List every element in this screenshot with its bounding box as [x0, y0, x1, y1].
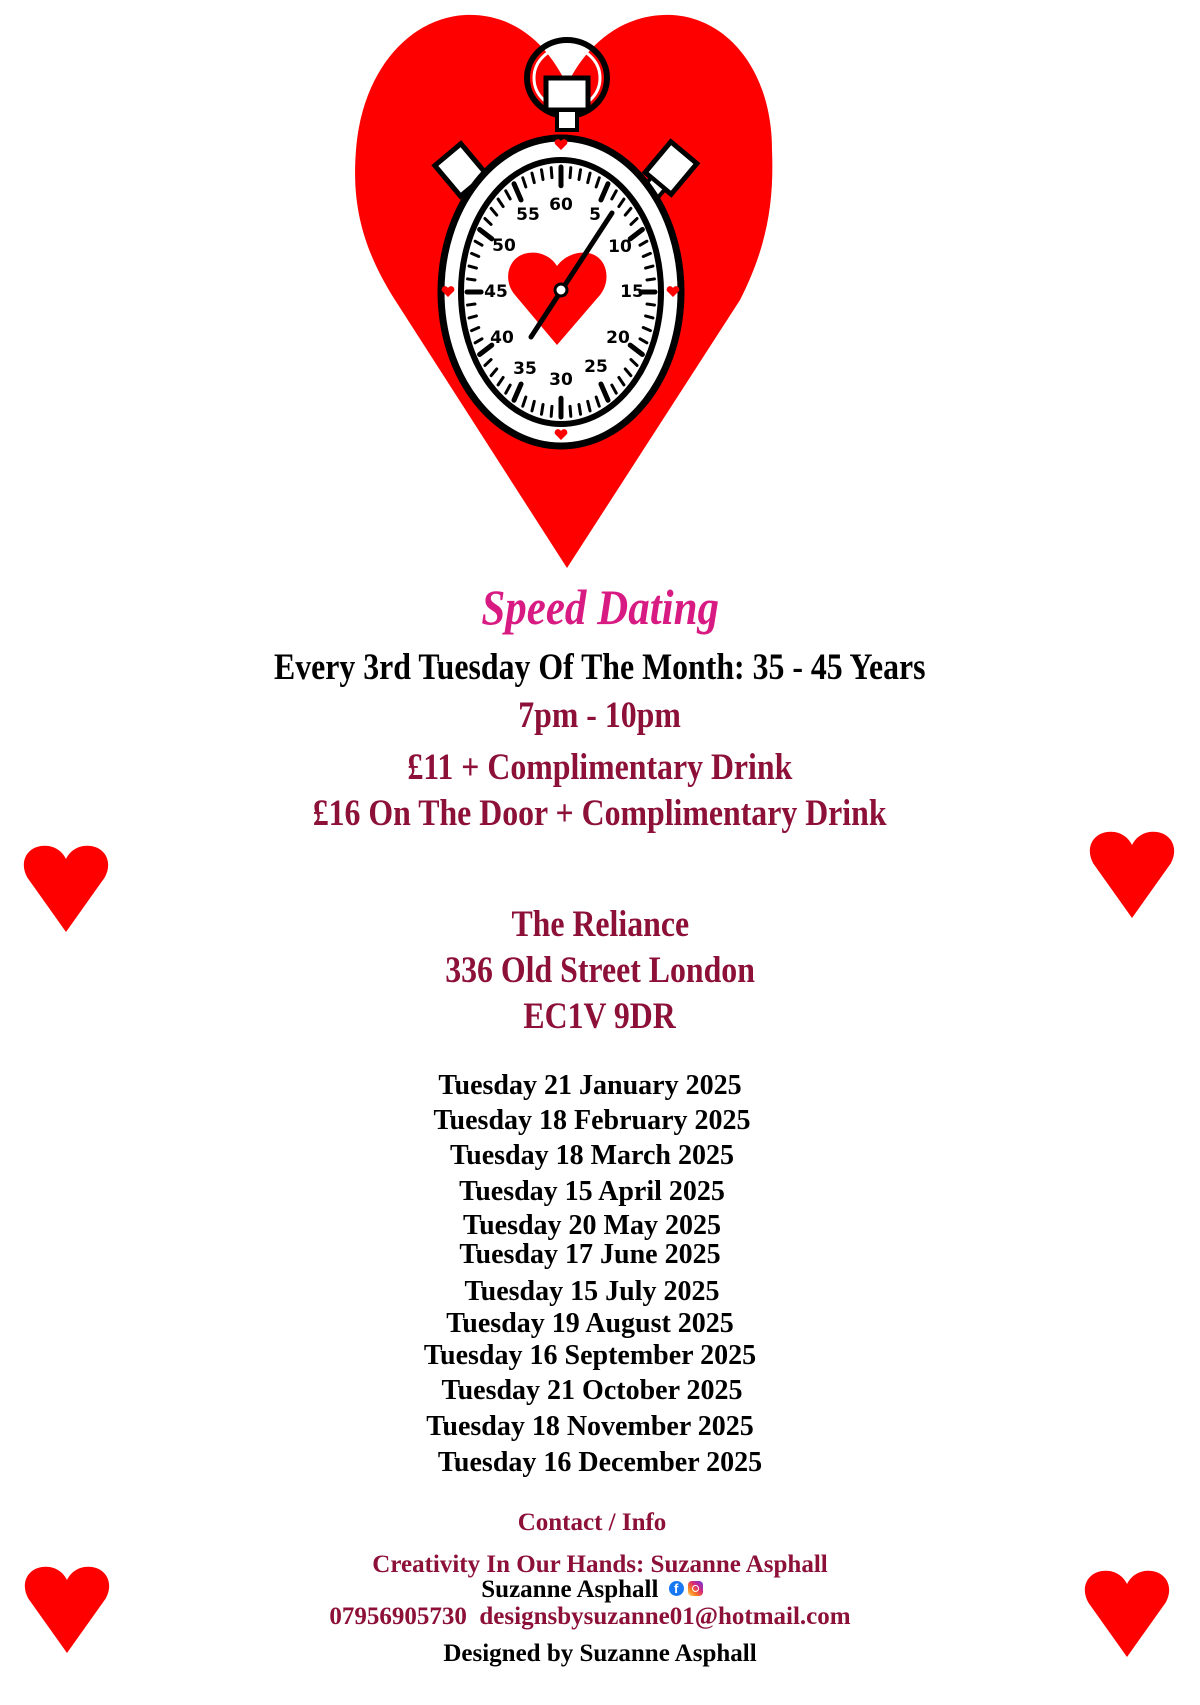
- svg-text:35: 35: [513, 359, 537, 379]
- date-item: Tuesday 20 May 2025: [462, 1210, 721, 1241]
- organiser-text: Creativity In Our Hands: Suzanne Asphall: [372, 1551, 828, 1578]
- date-item: Tuesday 15 April 2025: [459, 1176, 725, 1207]
- venue-street: 336 Old Street London: [445, 950, 755, 991]
- date-item: Tuesday 19 August 2025: [446, 1308, 734, 1339]
- svg-text:20: 20: [606, 328, 630, 348]
- date-item: Tuesday 18 March 2025: [450, 1140, 734, 1171]
- date-item: Tuesday 21 January 2025: [438, 1070, 742, 1101]
- date-item: Tuesday 18 November 2025: [426, 1411, 754, 1442]
- schedule-text: Every 3rd Tuesday Of The Month: 35 - 45 Years: [274, 647, 926, 688]
- date-item: Tuesday 21 October 2025: [441, 1375, 743, 1406]
- email-link[interactable]: designsbysuzanne01@hotmail.com: [479, 1603, 851, 1630]
- price-advance: £11 + Complimentary Drink: [407, 747, 793, 788]
- event-title: Speed Dating: [481, 579, 719, 635]
- svg-text:55: 55: [516, 205, 540, 225]
- date-item: Tuesday 18 February 2025: [433, 1105, 751, 1136]
- contact-heading: Contact / Info: [517, 1509, 667, 1536]
- stopwatch-heart-illustration: [340, 0, 790, 580]
- svg-text:30: 30: [549, 370, 573, 390]
- svg-text:60: 60: [549, 195, 573, 215]
- date-item: Tuesday 16 December 2025: [437, 1447, 763, 1478]
- date-item: Tuesday 15 July 2025: [464, 1276, 720, 1307]
- designer-credit: Designed by Suzanne Asphall: [443, 1640, 757, 1667]
- phone-number[interactable]: 07956905730: [329, 1603, 467, 1630]
- time-text: 7pm - 10pm: [518, 695, 682, 736]
- svg-text:10: 10: [608, 237, 632, 257]
- price-door: £16 On The Door + Complimentary Drink: [313, 793, 887, 834]
- date-item: Tuesday 17 June 2025: [459, 1239, 721, 1270]
- venue-postcode: EC1V 9DR: [523, 996, 677, 1037]
- instagram-icon[interactable]: [688, 1581, 703, 1596]
- svg-text:50: 50: [492, 236, 516, 256]
- contact-details-row: [0, 1603, 1190, 1631]
- facebook-icon[interactable]: f: [669, 1581, 684, 1596]
- svg-text:40: 40: [490, 328, 514, 348]
- svg-text:5: 5: [589, 205, 601, 225]
- venue-name: The Reliance: [511, 904, 689, 945]
- organiser-name-row: Suzanne Asphall f: [0, 1576, 1192, 1604]
- svg-text:15: 15: [620, 282, 644, 302]
- date-item: Tuesday 16 September 2025: [423, 1340, 757, 1371]
- svg-text:45: 45: [484, 282, 508, 302]
- svg-text:25: 25: [584, 357, 608, 377]
